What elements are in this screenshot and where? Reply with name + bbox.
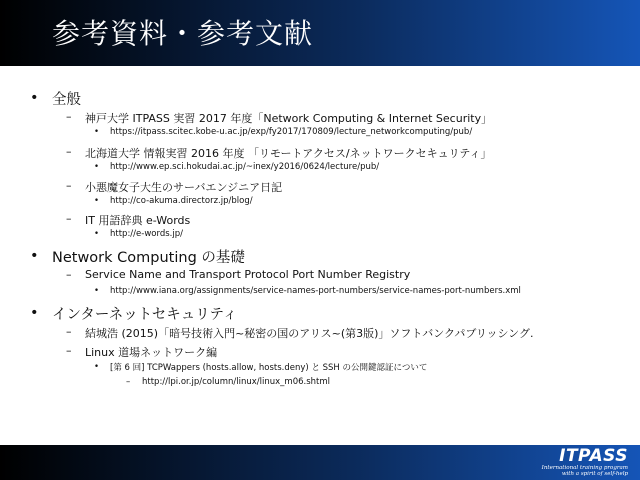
level2-bullet: – [66,179,72,192]
level2-bullet: – [66,325,72,338]
level3-bullet: • [94,127,100,137]
section-heading-general: 全般 [52,92,81,108]
slide-body [0,80,640,430]
reference-item-label: [第 6 回] TCPWappers (hosts.allow, hosts.deny) と SSH の公開鍵認証について [110,363,428,373]
reference-item-label: Linux 道場ネットワーク編 [85,346,218,359]
reference-link[interactable]: http://www.iana.org/assignments/service-names-port-numbers/service-names-port-numbers.xml [110,286,521,296]
reference-item-label: 小悪魔女子大生のサーバエンジニア日記 [85,181,283,194]
section-heading-network-basics: Network Computing の基礎 [52,250,245,266]
reference-item-label: Service Name and Transport Protocol Port Number Registry [85,268,411,281]
level2-bullet: – [66,344,72,357]
level3-bullet: • [94,229,100,239]
level3-bullet: • [94,362,100,372]
slide-header [0,0,640,66]
reference-item-label: 北海道大学 情報実習 2016 年度 「リモートアクセス/ネットワークセキュリティ」 [85,147,492,160]
level3-bullet: • [94,162,100,172]
reference-item-label: 神戸大学 ITPASS 実習 2017 年度「Network Computing & Internet Security」 [85,112,493,125]
logo-wordmark: ITPASS [559,446,628,466]
level4-bullet: – [126,377,131,387]
reference-link[interactable]: http://co-akuma.directorz.jp/blog/ [110,196,253,206]
level2-bullet: – [66,212,72,225]
slide-footer [0,445,640,480]
level2-bullet: – [66,268,72,281]
level1-bullet: • [30,90,39,106]
reference-link[interactable]: http://www.ep.sci.hokudai.ac.jp/~inex/y2016/0624/lecture/pub/ [110,162,380,172]
level3-bullet: • [94,196,100,206]
itpass-logo [542,447,628,477]
level2-bullet: – [66,110,72,123]
level1-bullet: • [30,248,39,264]
slide-title: 参考資料・参考文献 [52,17,314,50]
reference-link[interactable]: http://lpi.or.jp/column/linux/linux_m06.shtml [142,377,331,387]
section-heading-internet-security: インターネットセキュリティ [52,307,238,323]
level3-bullet: • [94,286,100,296]
reference-item-label: IT 用語辞典 e-Words [85,214,191,227]
reference-item-label: 結城浩 (2015)「暗号技術入門~秘密の国のアリス~(第3版)」ソフトバンクパブリッシング. [85,327,534,340]
logo-tagline: International training program [541,465,628,471]
reference-link[interactable]: http://e-words.jp/ [110,229,183,239]
reference-link[interactable]: https://itpass.scitec.kobe-u.ac.jp/exp/fy2017/170809/lecture_networkcomputing/pub/ [110,127,473,137]
level2-bullet: – [66,145,72,158]
logo-tagline: with a spirit of self-help [561,471,628,477]
level1-bullet: • [30,305,39,321]
